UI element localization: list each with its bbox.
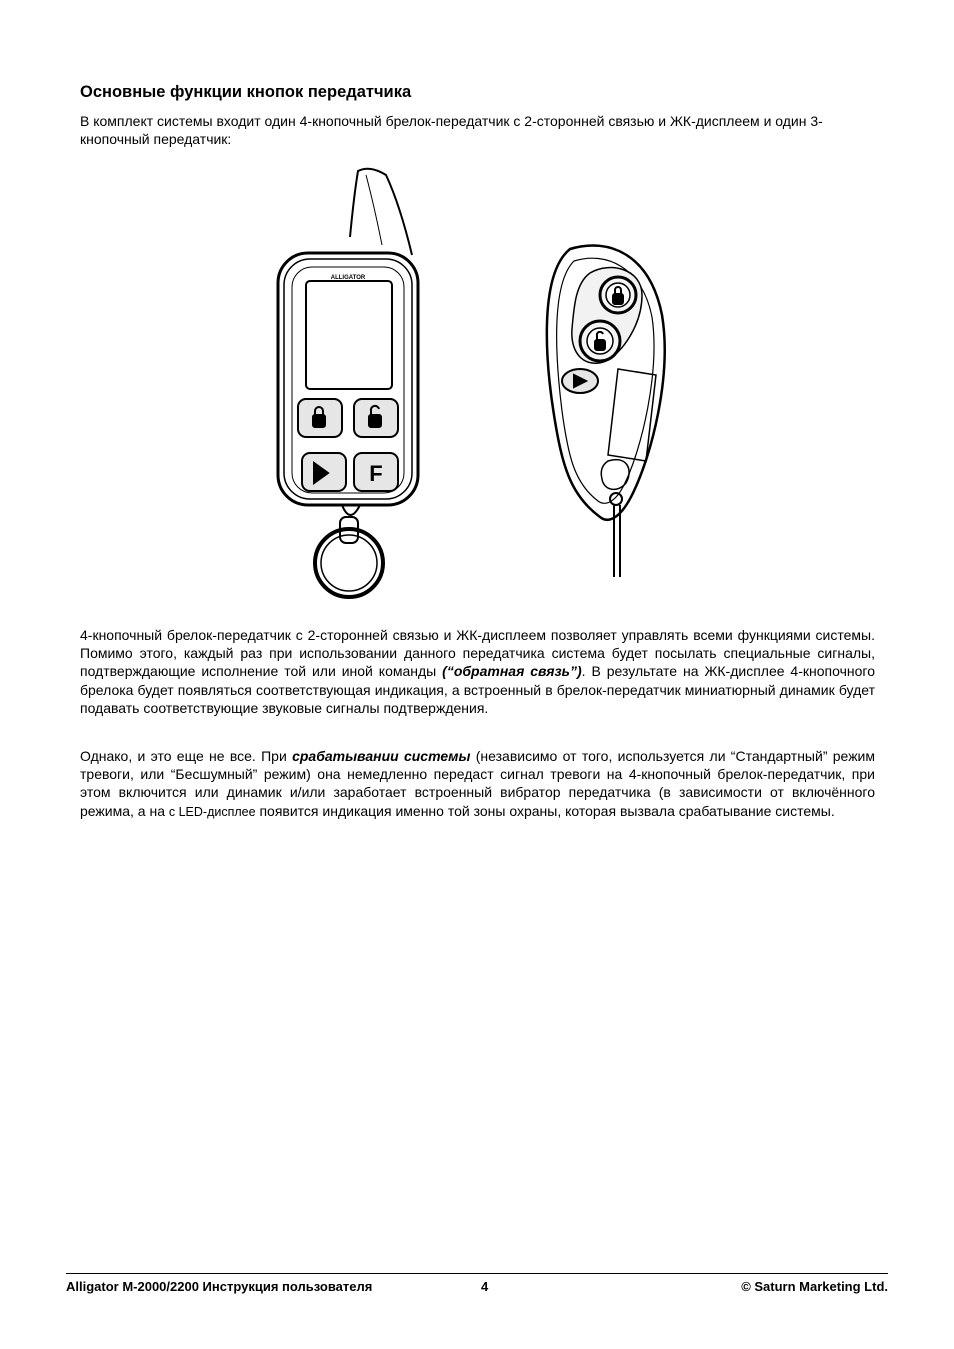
alarm-text-b: (независимо от того, используется ли “Стандартный” режим тревоги, или “Бесшумный” режим) она немедленно передаст сигнал тревоги на 4-кнопочный брелок-передатчик, при этом включится или динамик и/или заработает встроенный вибратор передатчика (в зависимости от включённого режима, а на <box>80 748 875 819</box>
section-heading: Основные функции кнопок передатчика <box>80 83 412 101</box>
fob-brand-logo: ALLIGATOR <box>330 275 366 281</box>
footer-page-number: 4 <box>481 1279 489 1294</box>
feedback-text-b: . В результате на ЖК-дисплее 4-кнопочного брелока будет появляться соответствующая индикация, а встроенный в брелок-передатчик миниатюрный динамик будет подавать соответствующие звуковые сигналы подтверждения. <box>80 663 875 716</box>
footer-divider <box>66 1273 888 1274</box>
feedback-text-a: 4-кнопочный брелок-передатчик с 2-сторонней связью и ЖК-дисплеем позволяет управлять всеми функциями системы. Помимо этого, каждый раз при использовании данного передатчика система будет посылать специальные сигналы, подтверждающие исполнение той или иной команды <box>80 627 875 680</box>
footer-copyright: © Saturn Marketing Ltd. <box>741 1279 888 1294</box>
alarm-small-text: с LED-дисплее <box>168 804 256 819</box>
intro-paragraph: В комплект системы входит один 4-кнопочный брелок-передатчик с 2-сторонней связью и ЖК-дисплеем и один 3-кнопочный передатчик: <box>80 113 823 147</box>
alarm-emphasis: срабатывании системы <box>292 748 471 764</box>
alarm-paragraph <box>80 747 875 821</box>
footer-document-title: Alligator M-2000/2200 Инструкция пользователя <box>66 1279 373 1294</box>
fob-button-f-label: F <box>369 461 383 486</box>
feedback-paragraph <box>80 626 875 717</box>
teardrop-transmitter-image <box>547 245 665 577</box>
feedback-emphasis: (“обратная связь”) <box>442 663 582 680</box>
transmitters-illustration <box>270 165 680 605</box>
alarm-text-c: появится индикация именно той зоны охраны, которая вызвала срабатывание системы. <box>255 802 835 819</box>
lcd-fob-image <box>278 169 418 597</box>
alarm-text-a: Однако, и это еще не все. При <box>80 748 293 764</box>
